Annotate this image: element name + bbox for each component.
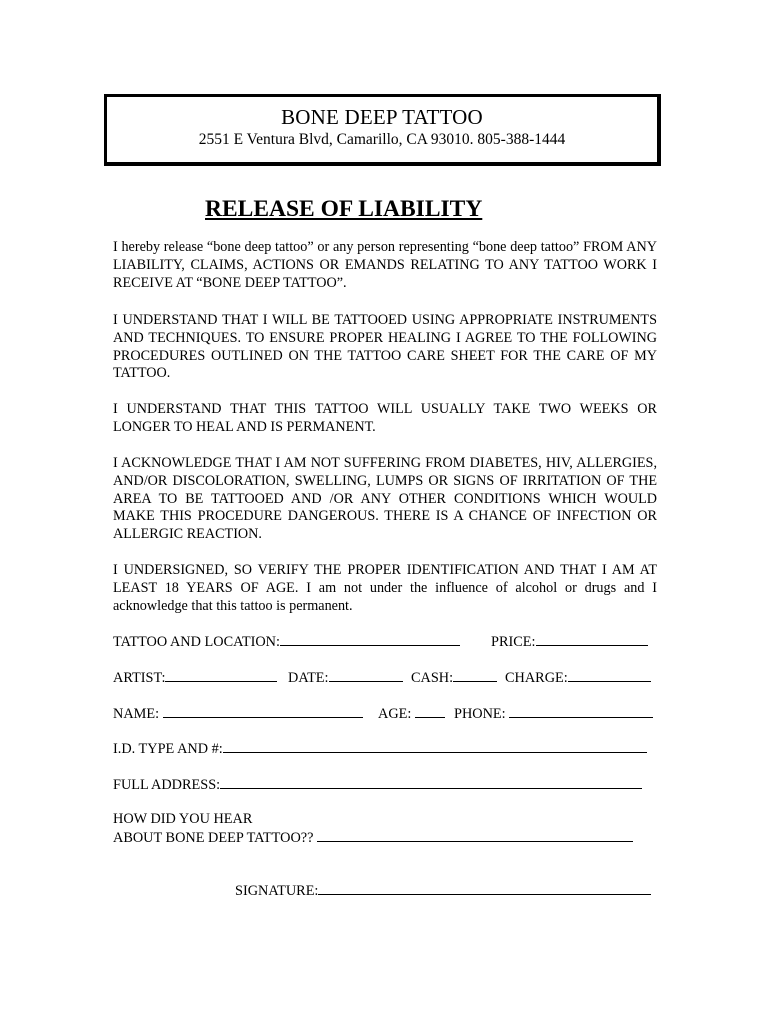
- date-label: DATE:: [288, 670, 329, 686]
- document-title: RELEASE OF LIABILITY: [205, 196, 483, 222]
- name-field[interactable]: [163, 705, 363, 718]
- price-label: PRICE:: [491, 634, 536, 650]
- artist-row: [113, 669, 277, 687]
- name-row: [113, 705, 363, 723]
- shop-header-box: [104, 94, 661, 166]
- age-label: AGE:: [378, 706, 412, 722]
- full-address-field[interactable]: [220, 776, 642, 789]
- cash-row: [411, 669, 497, 687]
- id-label: I.D. TYPE AND #:: [113, 741, 223, 757]
- age-field[interactable]: [415, 705, 445, 718]
- phone-field[interactable]: [509, 705, 653, 718]
- price-field[interactable]: [536, 633, 648, 646]
- identification-paragraph: I UNDERSIGNED, SO VERIFY THE PROPER IDENTIFICATION AND THAT I AM AT LEAST 18 YEARS OF AGE. I am not under the influence of alcohol or drugs and I acknowledge that this tattoo is permanent.: [113, 562, 657, 614]
- artist-field[interactable]: [165, 669, 277, 682]
- date-row: [288, 669, 403, 687]
- signature-label: SIGNATURE:: [235, 883, 319, 899]
- release-paragraph: I hereby release “bone deep tattoo” or any person representing “bone deep tattoo” FROM ANY LIABILITY, CLAIMS, ACTIONS OR EMANDS RELATING TO ANY TATTOO WORK I RECEIVE AT “BONE DEEP TATTOO”.: [113, 239, 657, 291]
- referral-row: [113, 829, 633, 847]
- date-field[interactable]: [329, 669, 403, 682]
- price-row: [491, 633, 648, 651]
- phone-row: [454, 705, 653, 723]
- full-address-row: [113, 776, 642, 794]
- artist-label: ARTIST:: [113, 670, 166, 686]
- instruments-paragraph: I UNDERSTAND THAT I WILL BE TATTOOED USING APPROPRIATE INSTRUMENTS AND TECHNIQUES. TO ENSURE PROPER HEALING I AGREE TO THE FOLLOWING PROCEDURES OUTLINED ON THE TATTOO CARE SHEET FOR THE CARE OF MY TATTOO.: [113, 312, 657, 382]
- id-field[interactable]: [223, 740, 647, 753]
- shop-name: BONE DEEP TATTOO: [281, 105, 483, 129]
- full-address-label: FULL ADDRESS:: [113, 777, 221, 793]
- phone-label: PHONE:: [454, 706, 506, 722]
- cash-label: CASH:: [411, 670, 454, 686]
- tattoo-location-label: TATTOO AND LOCATION:: [113, 634, 280, 650]
- charge-label: CHARGE:: [505, 670, 568, 686]
- referral-label-line1: HOW DID YOU HEAR: [113, 811, 253, 827]
- shop-address: 2551 E Ventura Blvd, Camarillo, CA 93010. 805-388-1444: [198, 131, 566, 148]
- id-row: [113, 740, 647, 758]
- charge-field[interactable]: [568, 669, 651, 682]
- tattoo-location-field[interactable]: [280, 633, 460, 646]
- healing-paragraph: I UNDERSTAND THAT THIS TATTOO WILL USUALLY TAKE TWO WEEKS OR LONGER TO HEAL AND IS PERMANENT.: [113, 401, 657, 435]
- cash-field[interactable]: [453, 669, 497, 682]
- charge-row: [505, 669, 651, 687]
- signature-row: [235, 882, 651, 900]
- name-label: NAME:: [113, 706, 160, 722]
- age-row: [378, 705, 445, 723]
- referral-label-line2: ABOUT BONE DEEP TATTOO??: [113, 830, 314, 846]
- signature-field[interactable]: [318, 882, 651, 895]
- tattoo-location-row: [113, 633, 460, 651]
- health-acknowledgement-paragraph: I ACKNOWLEDGE THAT I AM NOT SUFFERING FROM DIABETES, HIV, ALLERGIES, AND/OR DISCOLORATION, SWELLING, LUMPS OR SIGNS OF IRRITATION OF THE AREA TO BE TATTOOED AND /OR ANY OTHER CONDITIONS WHICH WOULD MAKE THIS PROCEDURE DANGEROUS. THERE IS A CHANCE OF INFECTION OR ALLERGIC REACTION.: [113, 455, 657, 543]
- referral-field[interactable]: [317, 829, 633, 842]
